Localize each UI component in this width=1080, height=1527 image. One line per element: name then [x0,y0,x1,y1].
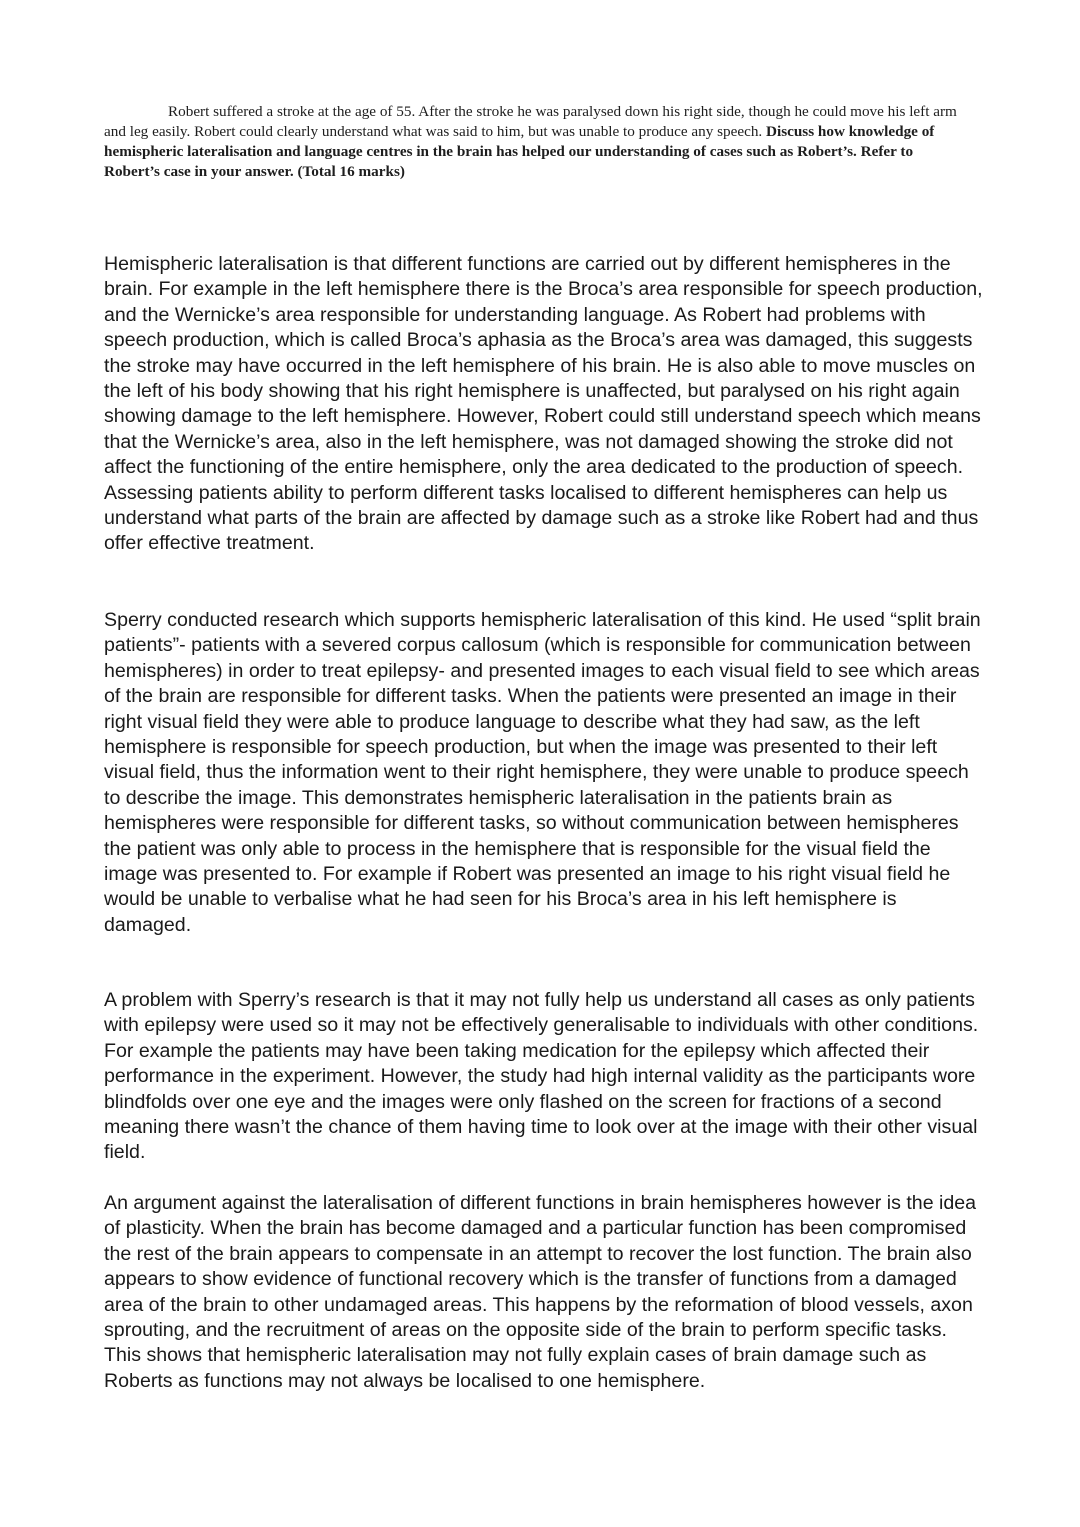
answer-paragraph-4: An argument against the lateralisation of different functions in brain hemispheres however is the idea of plasticity. When the brain has become damaged and a particular function has been compromised the rest of the brain appears to compensate in an attempt to recover the lost function. The brain also appears to show evidence of functional recovery which is the transfer of functions from a damaged area of the brain to other undamaged areas. This happens by the reformation of blood vessels, axon sprouting, and the recruitment of areas on the opposite side of the brain to perform specific tasks. This shows that hemispheric lateralisation may not fully explain cases of brain damage such as Roberts as functions may not always be localised to one hemisphere. [104,1192,977,1392]
answer-paragraph-2: Sperry conducted research which supports hemispheric lateralisation of this kind. He used “split brain patients”- patients with a severed corpus callosum (which is responsible for communication between hemispheres) in order to treat epilepsy- and presented images to each visual field to see which areas of the brain are responsible for different tasks. When the patients were presented an image in their right visual field they were able to produce language to describe what they had saw, as the left hemisphere is responsible for speech production, but when the image was presented to their left visual field, thus the information went to their right hemisphere, they were unable to produce speech to describe the image. This demonstrates hemispheric lateralisation in the patients brain as hemispheres were responsible for different tasks, so without communication between hemispheres the patient was only able to process in the hemisphere that is responsible for the visual field the image was presented to. For example if Robert was presented an image to his right visual field he would be unable to verbalise what he had seen for his Broca’s area in his left hemisphere is damaged. [104,609,981,936]
answer-paragraph-3: A problem with Sperry’s research is that it may not fully help us understand all cases as only patients with epilepsy were used so it may not be effectively generalisable to individuals with other conditions. For example the patients may have been taking medication for the epilepsy which affected their performance in the experiment. However, the study had high internal validity as the participants wore blindfolds over one eye and the images were only flashed on the screen for fractions of a second meaning there wasn’t the chance of them having time to look over at the image with their other visual field. [104,989,979,1164]
question-scenario: Robert suffered a stroke at the age of 55. After the stroke he was paralysed down his right side, though he could move his left arm and leg easily. Robert could clearly understand what was said to him, but was unable to produce any speech. [104,103,957,140]
exam-question [104,102,964,182]
answer-paragraph-1: Hemispheric lateralisation is that different functions are carried out by different hemispheres in the brain. For example in the left hemisphere there is the Broca’s area responsible for speech production, and the Wernicke’s area responsible for understanding language. As Robert had problems with speech production, which is called Broca’s aphasia as the Broca’s area was damaged, this suggests the stroke may have occurred in the left hemisphere of his brain. He is also able to move muscles on the left of his body showing that his right hemisphere is unaffected, but paralysed on his right again showing damage to the left hemisphere. However, Robert could still understand speech which means that the Wernicke’s area, also in the left hemisphere, was not damaged showing the stroke did not affect the functioning of the entire hemisphere, only the area dedicated to the production of speech. Assessing patients ability to perform different tasks localised to different hemispheres can help us understand what parts of the brain are affected by damage such as a stroke like Robert had and thus offer effective treatment. [104,253,983,555]
question-prompt: Discuss how knowledge of hemispheric lateralisation and language centres in the brain has helped our understanding of cases such as Robert’s. Refer to Robert’s case in your answer. (Total 16 marks) [104,123,935,180]
